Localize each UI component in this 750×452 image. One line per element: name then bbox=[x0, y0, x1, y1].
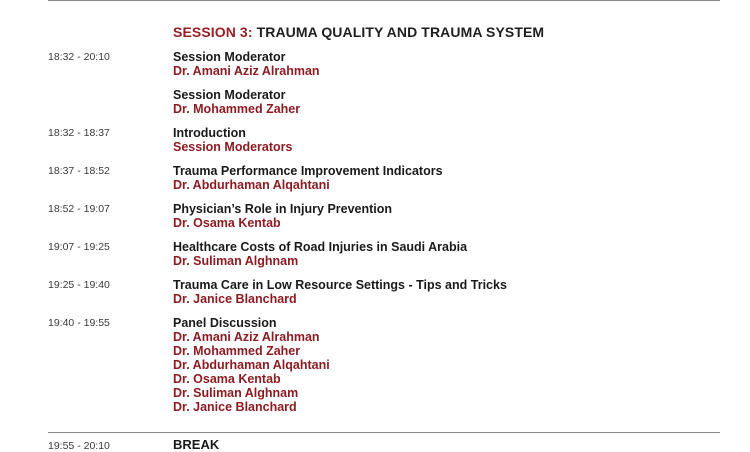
item-title: Introduction bbox=[173, 126, 246, 140]
agenda-entry bbox=[173, 164, 443, 192]
speaker-name: Dr. Suliman Alghnam bbox=[173, 386, 299, 400]
bottom-divider bbox=[48, 432, 720, 433]
time-slot: 18:52 - 19:07 bbox=[48, 203, 110, 215]
time-slot: 18:37 - 18:52 bbox=[48, 165, 110, 177]
speaker-name: Dr. Janice Blanchard bbox=[173, 292, 297, 306]
item-title: Trauma Performance Improvement Indicators bbox=[173, 164, 443, 178]
speaker-name: Dr. Mohammed Zaher bbox=[173, 102, 301, 116]
agenda-entry bbox=[173, 88, 300, 116]
speaker-name: Dr. Suliman Alghnam bbox=[173, 254, 299, 268]
speaker-name: Dr. Abdurhaman Alqahtani bbox=[173, 358, 330, 372]
agenda-entry bbox=[173, 316, 330, 414]
item-title: Session Moderator bbox=[173, 88, 286, 102]
agenda-entry bbox=[173, 126, 292, 154]
speaker-name: Dr. Osama Kentab bbox=[173, 216, 281, 230]
item-title: Session Moderator bbox=[173, 50, 286, 64]
break-time-slot: 19:55 - 20:10 bbox=[48, 440, 110, 452]
agenda-entry bbox=[173, 278, 507, 306]
agenda-entry bbox=[173, 50, 320, 78]
item-title: Trauma Care in Low Resource Settings - Tips and Tricks bbox=[173, 278, 507, 292]
time-slot: 18:32 - 18:37 bbox=[48, 127, 110, 139]
top-divider bbox=[48, 0, 720, 1]
session-name: TRAUMA QUALITY AND TRAUMA SYSTEM bbox=[256, 24, 545, 40]
time-slot: 19:40 - 19:55 bbox=[48, 317, 110, 329]
time-slot: 19:07 - 19:25 bbox=[48, 241, 110, 253]
time-slot: 18:32 - 20:10 bbox=[48, 51, 110, 63]
speaker-name: Dr. Abdurhaman Alqahtani bbox=[173, 178, 330, 192]
agenda-entry bbox=[173, 202, 392, 230]
speaker-name: Dr. Amani Aziz Alrahman bbox=[173, 64, 320, 78]
session-label: SESSION 3: bbox=[173, 24, 253, 40]
speaker-name: Dr. Janice Blanchard bbox=[173, 400, 297, 414]
item-title: Panel Discussion bbox=[173, 316, 277, 330]
speaker-name: Session Moderators bbox=[173, 140, 293, 154]
time-slot: 19:25 - 19:40 bbox=[48, 279, 110, 291]
speaker-name: Dr. Osama Kentab bbox=[173, 372, 281, 386]
agenda-entry bbox=[173, 240, 467, 268]
item-title: Healthcare Costs of Road Injuries in Saudi Arabia bbox=[173, 240, 468, 254]
break-label: BREAK bbox=[173, 437, 220, 452]
speaker-name: Dr. Mohammed Zaher bbox=[173, 344, 301, 358]
speaker-name: Dr. Amani Aziz Alrahman bbox=[173, 330, 320, 344]
session-title bbox=[173, 24, 544, 40]
item-title: Physician’s Role in Injury Prevention bbox=[173, 202, 393, 216]
